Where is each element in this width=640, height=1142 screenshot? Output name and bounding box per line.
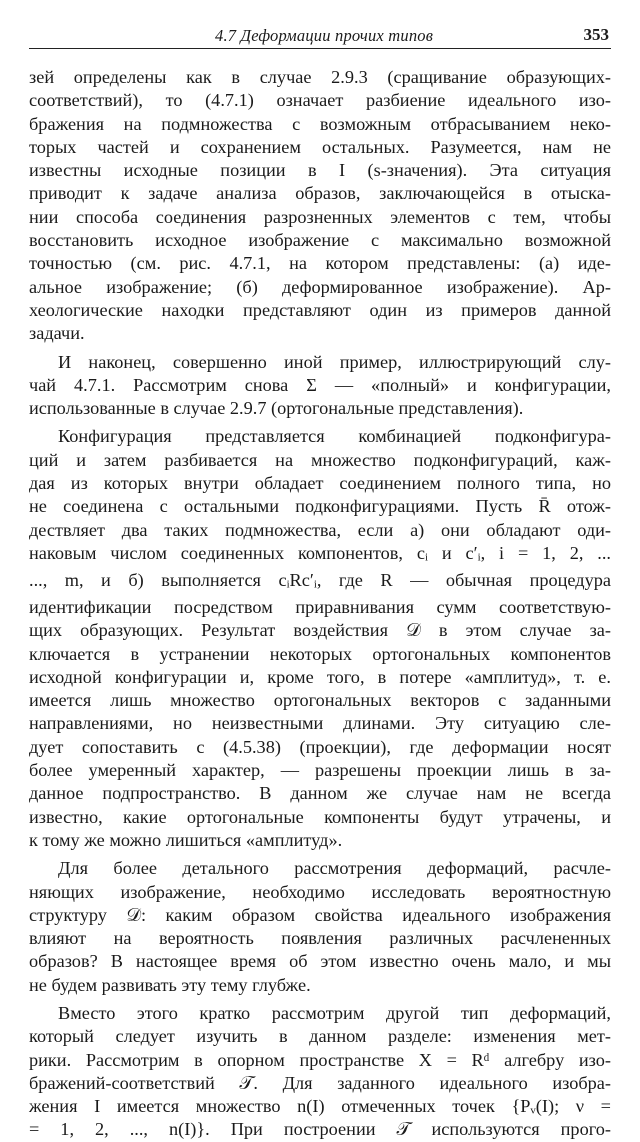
page-number: 353 xyxy=(583,25,609,44)
text-line: ..., m, и б) выполняется cᵢRc′ᵢ, где R — обычная процедура xyxy=(29,569,611,590)
text-line: дествляет два таких подмножества, если а) они обладают оди- xyxy=(29,519,611,540)
text-line: Вместо этого кратко рассмотрим другой тип деформаций, xyxy=(58,1002,611,1023)
book-page xyxy=(29,0,611,1140)
text-line: рики. Рассмотрим в опорном пространстве X = Rᵈ алгебру изо- xyxy=(29,1049,611,1070)
running-header xyxy=(29,24,611,49)
text-line: не соединена с остальными подконфигурациями. Пусть R̄ отож- xyxy=(29,496,611,517)
text-line: приводит к задаче анализа образов, заключающейся в отыска- xyxy=(29,183,611,204)
text-line: зей определены как в случае 2.9.3 (сращивание образующих- xyxy=(29,67,611,87)
paragraph xyxy=(29,425,611,852)
text-line: задачи. xyxy=(29,323,85,344)
text-line: идентификации посредством приравнивания сумм соответствую- xyxy=(29,596,611,617)
text-line: наковым числом соединенных компонентов, cᵢ и c′ᵢ, i = 1, 2, ... xyxy=(29,542,611,563)
text-line: жения I имеется множество n(I) отмеченных точек {Pᵥ(I); ν = xyxy=(29,1096,611,1117)
text-line: направлениями, но неизвестными длинами. Эту ситуацию сле- xyxy=(29,713,611,734)
text-line: данное подпространство. В данном же случае нам не всегда xyxy=(29,783,611,804)
paragraph xyxy=(29,66,611,346)
text-line: не будем развивать эту тему глубже. xyxy=(29,974,311,995)
text-line: нии способа соединения разрозненных элементов с тем, чтобы xyxy=(29,206,611,227)
text-line: известно, какие ортогональные компоненты будут утрачены, и xyxy=(29,806,611,827)
text-line: более умеренный характер, — разрешены проекции лишь в за- xyxy=(29,760,611,781)
text-line: образов? В настоящее время об этом известно очень мало, и мы xyxy=(29,951,611,972)
text-line: Для более детального рассмотрения деформаций, расчле- xyxy=(58,858,611,879)
text-line: няющих изображение, необходимо исследовать вероятностную xyxy=(29,881,611,902)
text-line: хеологические находки представляют один из примеров данной xyxy=(29,299,611,320)
text-line: восстановить исходное изображение с максимально возможной xyxy=(29,230,611,251)
text-line: чай 4.7.1. Рассмотрим снова Σ — «полный» и конфигурации, xyxy=(29,374,611,395)
paragraph xyxy=(29,1002,611,1142)
text-line: структуру 𝒟: каким образом свойства идеального изображения xyxy=(29,904,611,925)
text-line: исходной конфигурации и, кроме того, в потере «амплитуд», т. е. xyxy=(29,666,611,687)
paragraph xyxy=(29,351,611,421)
text-line: бражений-соответствий 𝒯. Для заданного идеального изобра- xyxy=(29,1072,611,1093)
text-line: щих образующих. Результат воздействия 𝒟 в этом случае за- xyxy=(29,620,611,641)
text-line: Конфигурация представляется комбинацией подконфигура- xyxy=(58,426,611,447)
text-line: имеется лишь множество ортогональных векторов с заданными xyxy=(29,690,611,711)
paragraph xyxy=(29,857,611,997)
text-line: торых частей и сохранением остальных. Разумеется, нам не xyxy=(29,136,611,157)
text-line: ций и затем разбивается на множество подконфигураций, каж- xyxy=(29,449,611,470)
text-line: ключается в устранении некоторых ортогональных компонентов xyxy=(29,643,611,664)
text-line: дует сопоставить с (4.5.38) (проекции), где деформации носят xyxy=(29,736,611,757)
text-line: известны исходные позиции в I (s-значения). Эта ситуация xyxy=(29,160,611,181)
text-line: который следует изучить в данном разделе: изменения мет- xyxy=(29,1026,611,1047)
text-line: И наконец, совершенно иной пример, иллюстрирующий слу- xyxy=(58,351,611,372)
text-line: дая из которых внутри обладает соединением полного типа, но xyxy=(29,473,611,494)
text-line: = 1, 2, ..., n(I)}. При построении 𝒯 используются прого- xyxy=(29,1119,611,1140)
text-line: к тому же можно лишиться «амплитуд». xyxy=(29,829,343,850)
text-line: влияют на вероятность появления различных расчлененных xyxy=(29,928,611,949)
section-title: 4.7 Деформации прочих типов xyxy=(215,26,434,45)
text-line: использованные в случае 2.9.7 (ортогональные представления). xyxy=(29,398,524,419)
body-text xyxy=(29,66,611,1142)
text-line: бражения на подмножества с возможным отбрасыванием неко- xyxy=(29,113,611,134)
text-line: точностью (см. рис. 4.7.1, на котором представлены: (а) иде- xyxy=(29,253,611,274)
text-line: соответствий), то (4.7.1) означает разбиение идеального изо- xyxy=(29,90,611,111)
text-line: альное изображение; (б) деформированное изображение). Ар- xyxy=(29,276,611,297)
